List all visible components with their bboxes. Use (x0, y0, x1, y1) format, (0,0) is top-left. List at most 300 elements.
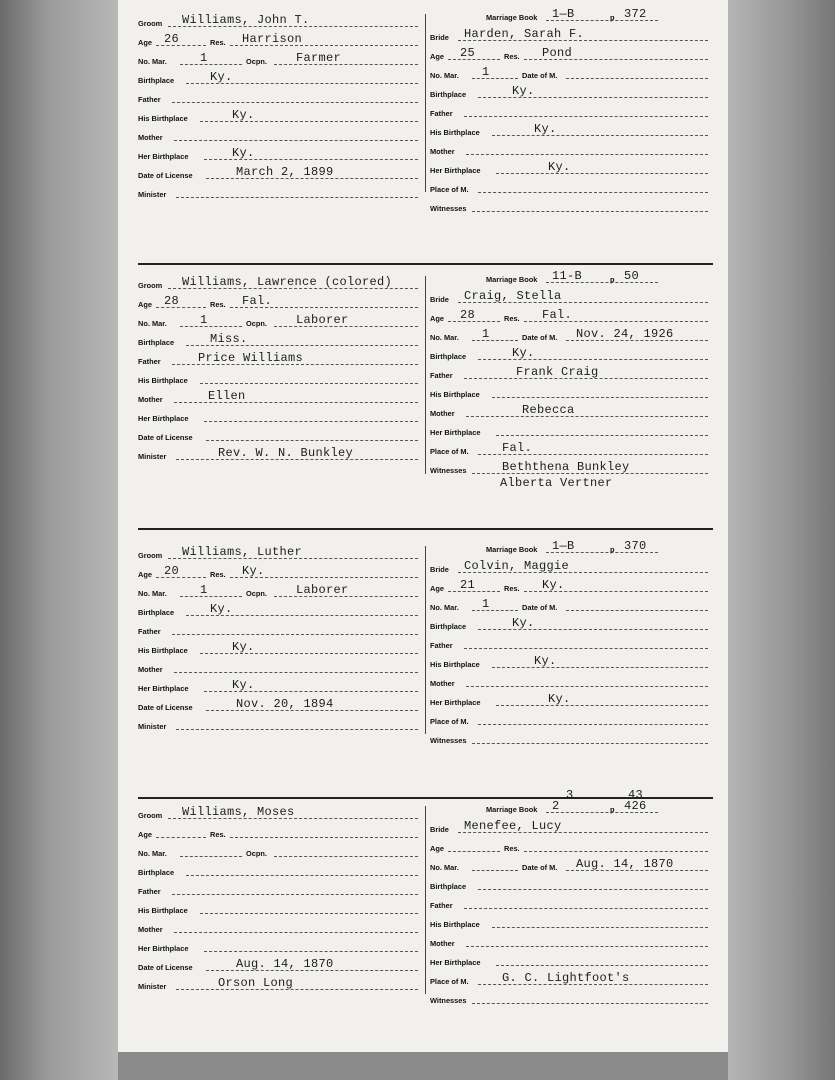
groom-father-label: Father (138, 357, 161, 366)
bride-nomar-line (472, 340, 518, 341)
bride-res-value: Fal. (542, 308, 573, 322)
marriage-book-row (430, 540, 713, 556)
bride-mother-label: Mother (430, 147, 455, 156)
bride-her-bp-label: Her Birthplace (430, 166, 481, 175)
groom-minister-row (138, 447, 422, 463)
bride-nomar-row (430, 858, 713, 874)
bride-his-bp-line (492, 667, 708, 668)
groom-nomar-label: No. Mar. (138, 319, 167, 328)
page-label: p (610, 545, 615, 554)
bride-witnesses-second-row (430, 477, 713, 493)
groom-mother-row (138, 128, 422, 144)
bride-her-bp-label: Her Birthplace (430, 958, 481, 967)
groom-minister-row (138, 977, 422, 993)
bride-nomar-value: 1 (482, 327, 490, 341)
bride-witnesses-label: Witnesses (430, 204, 467, 213)
groom-birthplace-row (138, 863, 422, 879)
bride-place-value: G. C. Lightfoot's (502, 971, 630, 985)
bride-birthplace-row (430, 85, 713, 101)
bride-age-line (448, 851, 500, 852)
groom-his-birthplace-row (138, 641, 422, 657)
bride-res-label: Res. (504, 314, 520, 323)
bride-age-label: Age (430, 314, 444, 323)
groom-father-label: Father (138, 95, 161, 104)
marriage-book-value: 11-B (552, 269, 583, 283)
bride-label: Bride (430, 565, 449, 574)
bride-witnesses-label: Witnesses (430, 996, 467, 1005)
groom-age-label: Age (138, 570, 152, 579)
groom-birthplace-value: Ky. (210, 602, 233, 616)
groom-father-line (172, 634, 418, 635)
groom-nomar-line (180, 596, 242, 597)
groom-column (138, 14, 422, 204)
bride-father-label: Father (430, 641, 453, 650)
column-divider (425, 806, 426, 994)
groom-minister-value: Rev. W. N. Bunkley (218, 446, 354, 460)
bride-his-bp-label: His Birthplace (430, 128, 480, 137)
bride-place-label: Place of M. (430, 185, 469, 194)
groom-ocpn-label: Ocpn. (246, 319, 267, 328)
groom-minister-line (176, 989, 418, 990)
bride-nomar-row (430, 328, 713, 344)
bride-her-birthplace-row (430, 423, 713, 439)
bride-column (430, 539, 713, 746)
groom-res-label: Res. (210, 300, 226, 309)
marriage-record (138, 539, 713, 746)
bride-column (430, 7, 713, 213)
bride-her-bp-line (496, 965, 708, 966)
groom-ocpn-value: Laborer (296, 583, 349, 597)
groom-age-row (138, 33, 422, 49)
marriage-book-value-above: 3 (566, 788, 574, 802)
groom-nomar-row (138, 584, 422, 600)
bride-place-line (478, 192, 708, 193)
bride-mother-row (430, 142, 713, 158)
bride-mother-row (430, 934, 713, 950)
bride-her-bp-value: Ky. (548, 692, 571, 706)
bride-place-label: Place of M. (430, 447, 469, 456)
bride-date-label: Date of M. (522, 863, 558, 872)
groom-license-label: Date of License (138, 171, 193, 180)
groom-mother-row (138, 660, 422, 676)
bride-nomar-line (472, 78, 518, 79)
bride-birthplace-line (478, 889, 708, 890)
groom-nomar-line (180, 326, 242, 327)
groom-license-row (138, 958, 422, 974)
bride-name-value: Craig, Stella (464, 289, 562, 303)
groom-name-value: Williams, John T. (182, 13, 310, 27)
groom-her-birthplace-row (138, 409, 422, 425)
groom-mother-label: Mother (138, 133, 163, 142)
groom-row (138, 276, 422, 292)
groom-row (138, 806, 422, 822)
bride-name-value: Menefee, Lucy (464, 819, 562, 833)
marriage-book-label: Marriage Book (486, 545, 538, 554)
marriage-record (138, 788, 713, 1006)
bride-birthplace-label: Birthplace (430, 622, 467, 631)
page-label: p (610, 805, 615, 814)
groom-his-bp-label: His Birthplace (138, 376, 188, 385)
bride-her-bp-line (496, 705, 708, 706)
groom-column (138, 806, 422, 1006)
bride-date-value: Aug. 14, 1870 (576, 857, 674, 871)
bride-her-bp-label: Her Birthplace (430, 698, 481, 707)
bride-father-label: Father (430, 109, 453, 118)
groom-birthplace-row (138, 71, 422, 87)
groom-row (138, 14, 422, 30)
groom-age-row (138, 825, 422, 841)
groom-mother-row (138, 390, 422, 406)
bride-res-value: Ky. (542, 578, 565, 592)
groom-minister-label: Minister (138, 452, 167, 461)
bride-date-value: Nov. 24, 1926 (576, 327, 674, 341)
column-divider (425, 546, 426, 734)
groom-license-row (138, 428, 422, 444)
bride-name-value: Harden, Sarah F. (464, 27, 585, 41)
bride-father-line (464, 116, 708, 117)
bride-nomar-label: No. Mar. (430, 603, 459, 612)
groom-minister-label: Minister (138, 722, 167, 731)
groom-nomar-label: No. Mar. (138, 57, 167, 66)
groom-ocpn-line (274, 856, 418, 857)
groom-minister-line (176, 197, 418, 198)
groom-license-label: Date of License (138, 433, 193, 442)
groom-birthplace-label: Birthplace (138, 76, 175, 85)
bride-date-label: Date of M. (522, 603, 558, 612)
bride-res-line (524, 851, 708, 852)
groom-minister-line (176, 729, 418, 730)
bride-birthplace-value: Ky. (512, 616, 535, 630)
bride-place-label: Place of M. (430, 717, 469, 726)
bride-her-bp-label: Her Birthplace (430, 428, 481, 437)
bride-his-bp-line (492, 135, 708, 136)
bride-his-bp-label: His Birthplace (430, 920, 480, 929)
groom-mother-line (174, 672, 418, 673)
groom-father-line (172, 102, 418, 103)
bride-age-label: Age (430, 844, 444, 853)
groom-her-bp-label: Her Birthplace (138, 684, 189, 693)
groom-age-label: Age (138, 830, 152, 839)
bride-witnesses-second-row (430, 1007, 713, 1023)
bride-her-bp-line (496, 173, 708, 174)
groom-license-label: Date of License (138, 963, 193, 972)
bride-place-value: Fal. (502, 441, 533, 455)
groom-his-birthplace-row (138, 371, 422, 387)
bride-birthplace-label: Birthplace (430, 882, 467, 891)
groom-nomar-value: 1 (200, 313, 208, 327)
groom-her-bp-value: Ky. (232, 678, 255, 692)
bride-place-row (430, 442, 713, 458)
groom-mother-label: Mother (138, 665, 163, 674)
bride-his-bp-line (492, 927, 708, 928)
groom-mother-label: Mother (138, 925, 163, 934)
bride-name-value: Colvin, Maggie (464, 559, 570, 573)
bride-nomar-row (430, 66, 713, 82)
marriage-book-label: Marriage Book (486, 13, 538, 22)
bride-place-line (478, 724, 708, 725)
groom-birthplace-value: Ky. (210, 70, 233, 84)
marriage-book-value: 1—B (552, 539, 575, 553)
bride-father-line (464, 908, 708, 909)
groom-label: Groom (138, 19, 163, 28)
bride-mother-row (430, 404, 713, 420)
bride-nomar-label: No. Mar. (430, 71, 459, 80)
bride-his-birthplace-row (430, 385, 713, 401)
bride-nomar-label: No. Mar. (430, 863, 459, 872)
bride-res-value: Pond (542, 46, 573, 60)
groom-ocpn-label: Ocpn. (246, 57, 267, 66)
groom-father-row (138, 352, 422, 368)
bride-nomar-line (472, 870, 518, 871)
bride-birthplace-label: Birthplace (430, 90, 467, 99)
groom-nomar-row (138, 844, 422, 860)
groom-birthplace-label: Birthplace (138, 338, 175, 347)
groom-column (138, 276, 422, 486)
groom-his-bp-label: His Birthplace (138, 906, 188, 915)
scan-bottom-margin (118, 1052, 728, 1080)
groom-his-bp-line (200, 383, 418, 384)
bride-nomar-value: 1 (482, 597, 490, 611)
bride-witnesses-label: Witnesses (430, 736, 467, 745)
bride-age-row (430, 309, 713, 325)
groom-mother-line (174, 932, 418, 933)
bride-row (430, 560, 713, 576)
bride-birthplace-row (430, 617, 713, 633)
bride-her-bp-value: Ky. (548, 160, 571, 174)
groom-minister-row (138, 185, 422, 201)
bride-res-label: Res. (504, 844, 520, 853)
groom-license-value: Nov. 20, 1894 (236, 697, 334, 711)
bride-her-birthplace-row (430, 161, 713, 177)
bride-date-line (566, 610, 708, 611)
groom-his-bp-label: His Birthplace (138, 114, 188, 123)
groom-nomar-value: 1 (200, 583, 208, 597)
groom-birthplace-line (186, 875, 418, 876)
groom-father-row (138, 90, 422, 106)
groom-name-value: Williams, Lawrence (colored) (182, 275, 393, 289)
page-value: 50 (624, 269, 640, 283)
marriage-book-row (430, 788, 713, 816)
groom-nomar-line (180, 856, 242, 857)
marriage-record (138, 269, 713, 490)
bride-witnesses-second-value: Alberta Vertner (500, 476, 613, 490)
groom-license-value: Aug. 14, 1870 (236, 957, 334, 971)
groom-her-birthplace-row (138, 679, 422, 695)
marriage-book-value: 1—B (552, 7, 575, 21)
bride-place-label: Place of M. (430, 977, 469, 986)
bride-father-line (464, 648, 708, 649)
bride-her-birthplace-row (430, 693, 713, 709)
bride-age-value: 25 (460, 46, 476, 60)
marriage-book-row (430, 8, 713, 24)
groom-license-line (206, 440, 418, 441)
groom-label: Groom (138, 281, 163, 290)
groom-mother-label: Mother (138, 395, 163, 404)
bride-age-value: 28 (460, 308, 476, 322)
groom-age-line (156, 837, 206, 838)
bride-his-birthplace-row (430, 655, 713, 671)
bride-his-birthplace-row (430, 915, 713, 931)
groom-minister-row (138, 717, 422, 733)
bride-birthplace-value: Ky. (512, 346, 535, 360)
groom-age-value: 26 (164, 32, 180, 46)
column-divider (425, 14, 426, 192)
groom-father-value: Price Williams (198, 351, 304, 365)
groom-license-row (138, 698, 422, 714)
bride-witnesses-value: Beththena Bunkley (502, 460, 630, 474)
groom-father-row (138, 622, 422, 638)
page-value-above: 43 (628, 788, 644, 802)
record-separator (138, 263, 713, 265)
bride-witnesses-row (430, 991, 713, 1007)
bride-witnesses-second-row (430, 215, 713, 231)
bride-nomar-label: No. Mar. (430, 333, 459, 342)
groom-birthplace-label: Birthplace (138, 608, 175, 617)
bride-age-row (430, 839, 713, 855)
groom-name-value: Williams, Moses (182, 805, 295, 819)
groom-res-label: Res. (210, 38, 226, 47)
page-label: p (610, 13, 615, 22)
groom-her-bp-line (204, 421, 418, 422)
groom-her-bp-label: Her Birthplace (138, 944, 189, 953)
bride-date-line (566, 78, 708, 79)
bride-res-label: Res. (504, 52, 520, 61)
groom-mother-line (174, 140, 418, 141)
groom-label: Groom (138, 551, 163, 560)
bride-age-label: Age (430, 584, 444, 593)
groom-his-birthplace-row (138, 901, 422, 917)
groom-his-bp-value: Ky. (232, 108, 255, 122)
groom-father-row (138, 882, 422, 898)
groom-column (138, 546, 422, 746)
bride-her-birthplace-row (430, 953, 713, 969)
groom-nomar-value: 1 (200, 51, 208, 65)
bride-birthplace-value: Ky. (512, 84, 535, 98)
bride-his-bp-value: Ky. (534, 654, 557, 668)
groom-name-value: Williams, Luther (182, 545, 303, 559)
bride-witnesses-row (430, 199, 713, 215)
page-value: 426 (624, 799, 647, 813)
bride-mother-line (466, 154, 708, 155)
groom-age-label: Age (138, 300, 152, 309)
groom-her-birthplace-row (138, 147, 422, 163)
groom-minister-label: Minister (138, 190, 167, 199)
bride-mother-label: Mother (430, 409, 455, 418)
page-label: p (610, 275, 615, 284)
bride-res-label: Res. (504, 584, 520, 593)
groom-ocpn-label: Ocpn. (246, 589, 267, 598)
bride-his-bp-label: His Birthplace (430, 660, 480, 669)
bride-mother-line (466, 946, 708, 947)
bride-row (430, 820, 713, 836)
groom-res-value: Fal. (242, 294, 273, 308)
bride-label: Bride (430, 295, 449, 304)
groom-her-bp-label: Her Birthplace (138, 414, 189, 423)
bride-date-label: Date of M. (522, 71, 558, 80)
scan-right-margin (728, 0, 835, 1080)
bride-his-bp-line (492, 397, 708, 398)
groom-nomar-row (138, 52, 422, 68)
groom-nomar-row (138, 314, 422, 330)
marriage-book-value: 2 (552, 799, 560, 813)
groom-license-value: March 2, 1899 (236, 165, 334, 179)
bride-label: Bride (430, 825, 449, 834)
bride-birthplace-row (430, 877, 713, 893)
groom-label: Groom (138, 811, 163, 820)
bride-father-value: Frank Craig (516, 365, 599, 379)
bride-witnesses-line (472, 1003, 708, 1004)
groom-license-label: Date of License (138, 703, 193, 712)
bride-column (430, 269, 713, 490)
bride-his-bp-value: Ky. (534, 122, 557, 136)
bride-place-row (430, 972, 713, 988)
bride-row (430, 28, 713, 44)
bride-father-label: Father (430, 371, 453, 380)
groom-nomar-label: No. Mar. (138, 849, 167, 858)
groom-her-bp-label: Her Birthplace (138, 152, 189, 161)
marriage-book-label: Marriage Book (486, 275, 538, 284)
groom-nomar-label: No. Mar. (138, 589, 167, 598)
groom-age-label: Age (138, 38, 152, 47)
groom-age-value: 28 (164, 294, 180, 308)
groom-birthplace-label: Birthplace (138, 868, 175, 877)
groom-age-row (138, 565, 422, 581)
groom-her-birthplace-row (138, 939, 422, 955)
groom-mother-value: Ellen (208, 389, 246, 403)
bride-nomar-line (472, 610, 518, 611)
bride-father-row (430, 896, 713, 912)
bride-mother-value: Rebecca (522, 403, 575, 417)
groom-row (138, 546, 422, 562)
groom-his-bp-label: His Birthplace (138, 646, 188, 655)
bride-nomar-row (430, 598, 713, 614)
column-divider (425, 276, 426, 474)
bride-witnesses-second-row (430, 747, 713, 763)
bride-age-row (430, 579, 713, 595)
marriage-book-row (430, 270, 713, 286)
groom-res-label: Res. (210, 830, 226, 839)
bride-age-row (430, 47, 713, 63)
groom-ocpn-value: Farmer (296, 51, 342, 65)
groom-birthplace-row (138, 333, 422, 349)
groom-ocpn-label: Ocpn. (246, 849, 267, 858)
bride-witnesses-label: Witnesses (430, 466, 467, 475)
groom-res-value: Ky. (242, 564, 265, 578)
groom-her-bp-value: Ky. (232, 146, 255, 160)
groom-mother-row (138, 920, 422, 936)
bride-mother-row (430, 674, 713, 690)
bride-age-value: 21 (460, 578, 476, 592)
bride-mother-label: Mother (430, 939, 455, 948)
bride-witnesses-row (430, 731, 713, 747)
page-value: 370 (624, 539, 647, 553)
bride-mother-label: Mother (430, 679, 455, 688)
bride-witnesses-row (430, 461, 713, 477)
groom-age-row (138, 295, 422, 311)
groom-father-label: Father (138, 627, 161, 636)
bride-label: Bride (430, 33, 449, 42)
bride-date-label: Date of M. (522, 333, 558, 342)
marriage-record (138, 7, 713, 213)
groom-minister-value: Orson Long (218, 976, 294, 990)
bride-father-row (430, 366, 713, 382)
bride-her-bp-line (496, 435, 708, 436)
groom-father-label: Father (138, 887, 161, 896)
groom-res-value: Harrison (242, 32, 303, 46)
bride-father-row (430, 636, 713, 652)
bride-column (430, 788, 713, 1006)
bride-birthplace-row (430, 347, 713, 363)
